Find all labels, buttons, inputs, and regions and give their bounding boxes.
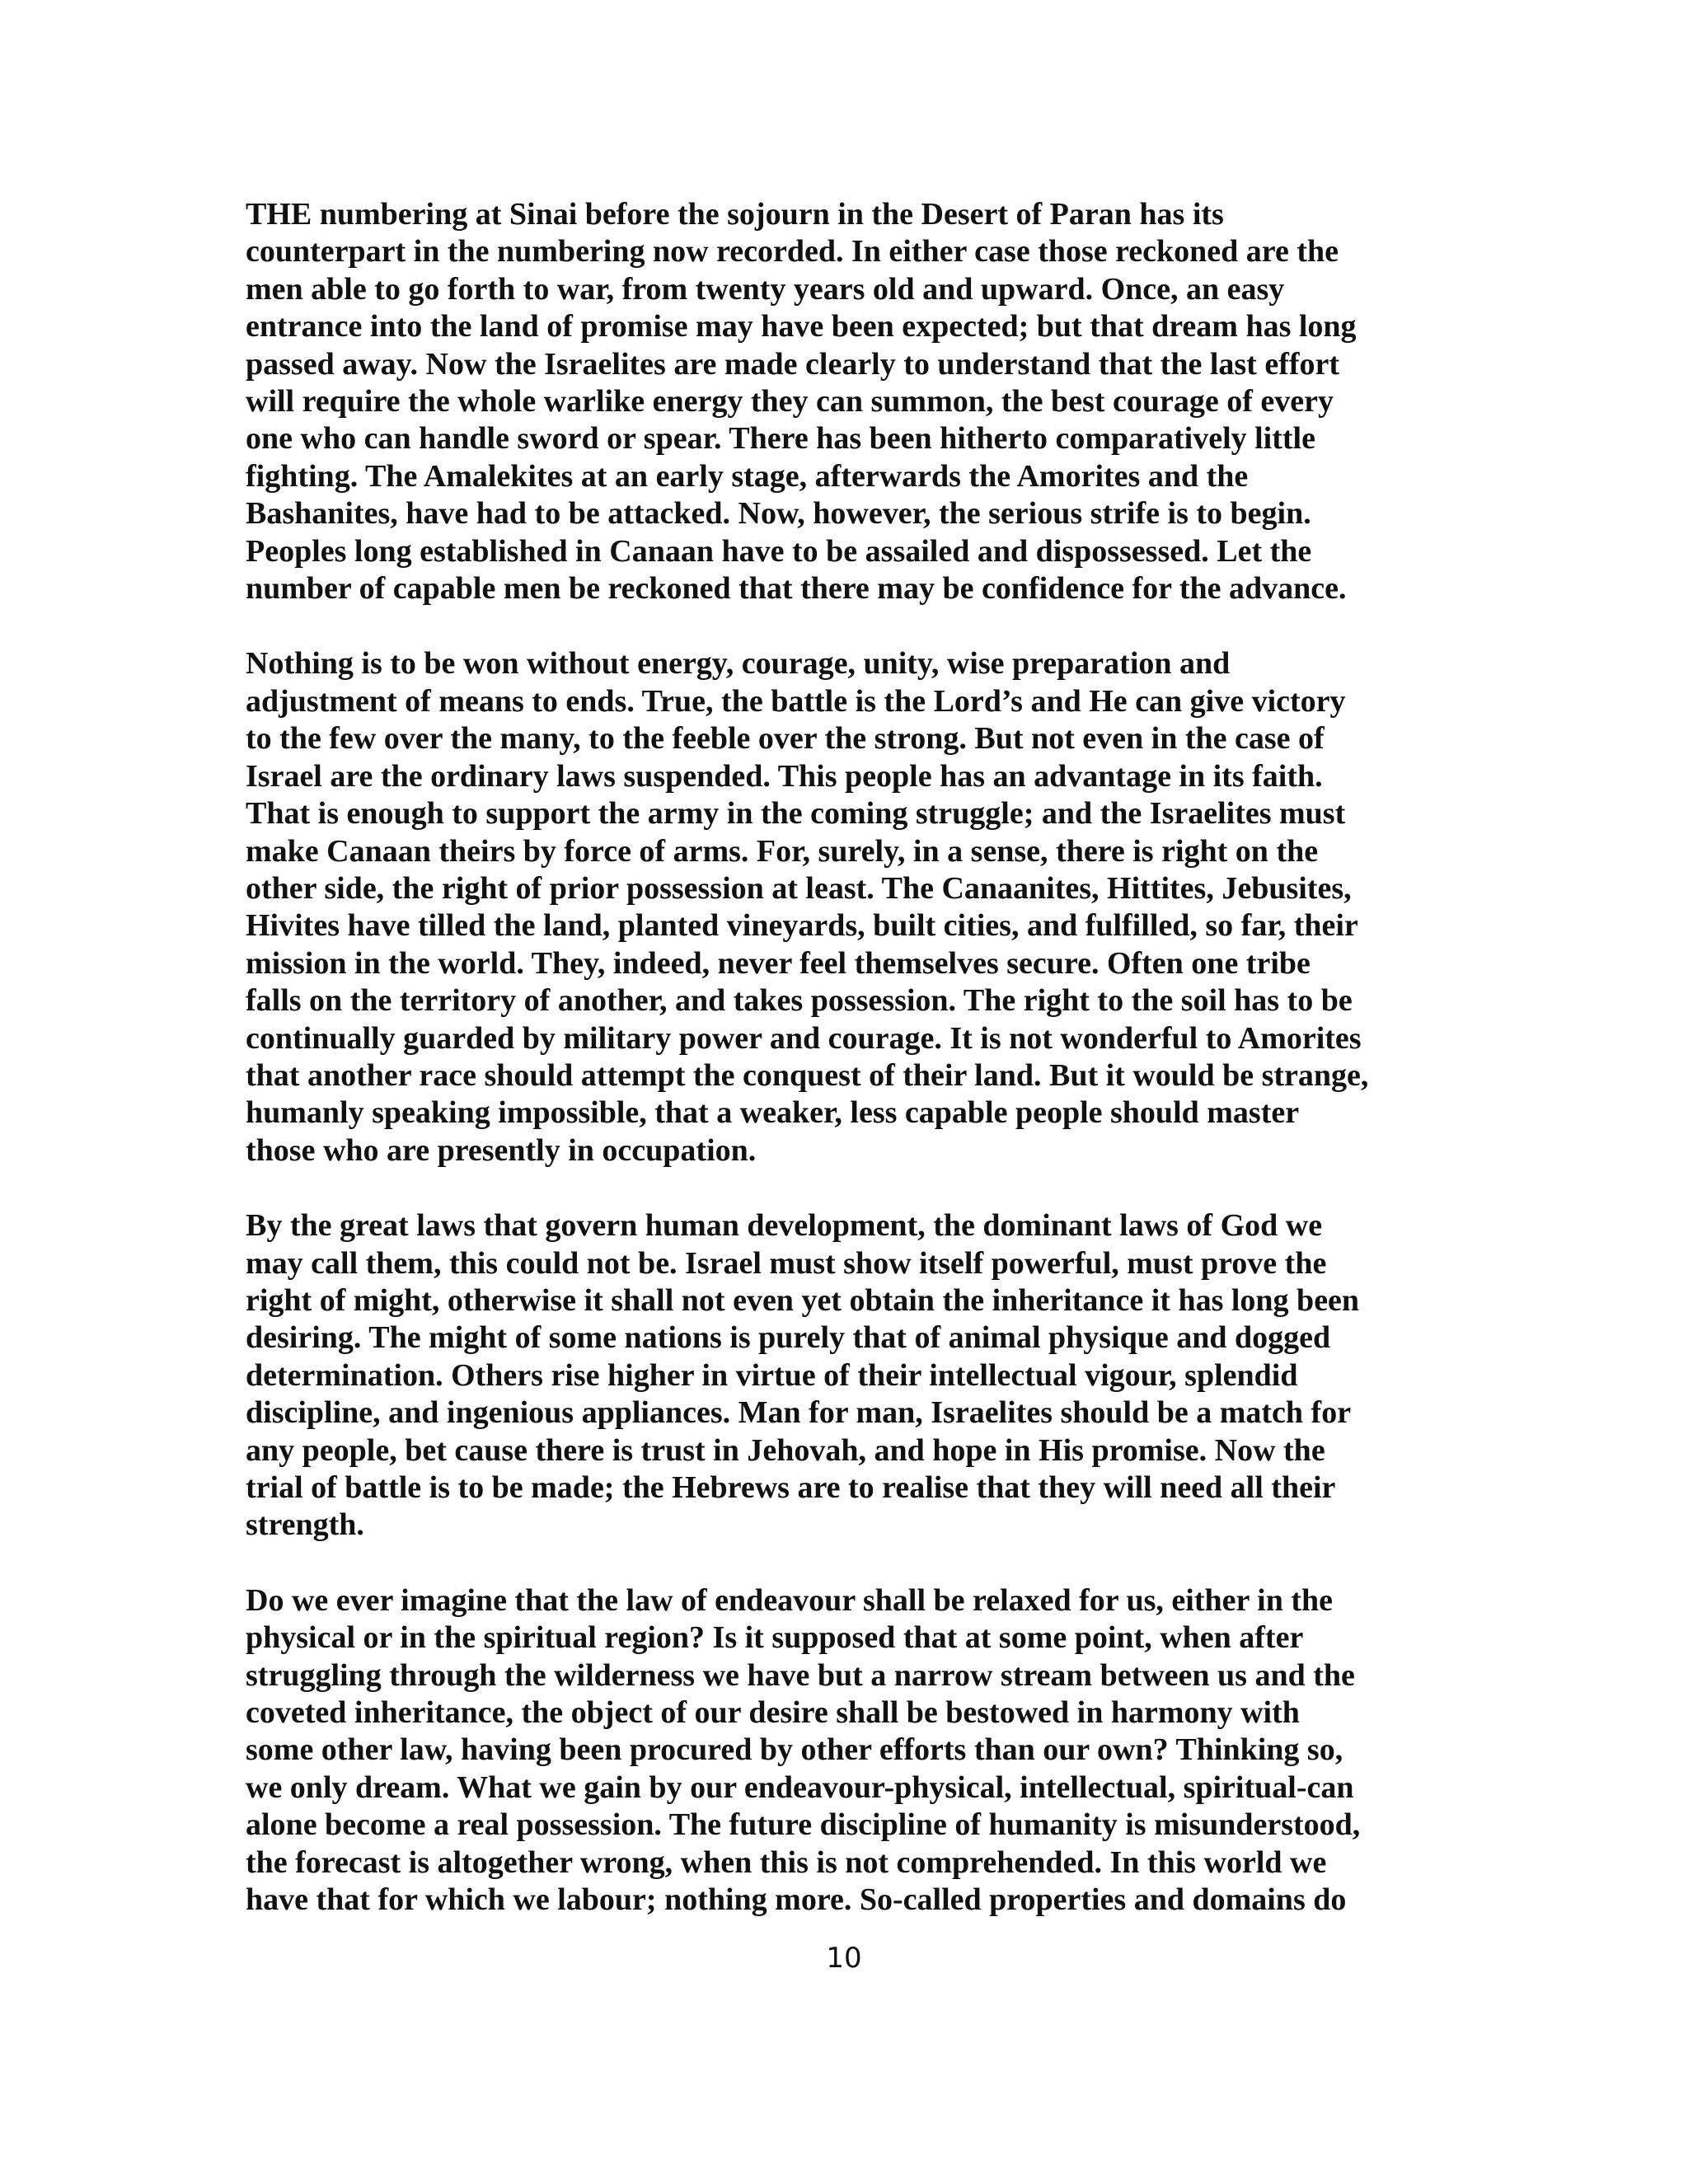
paragraph-4: Do we ever imagine that the law of endeavour shall be relaxed for us, either in the physical or in the spiritual region? Is it supposed that at some point, when after struggling through the wilderness we have but a narrow stream between us and the coveted inheritance, the object of our desire shall be bestowed in harmony with some other law, having been procured by other efforts than our own? Thinking so, we only dream. What we gain by our endeavour-physical, intellectual, spiritual-can alone become a real possession. The future discipline of humanity is misunderstood, the forecast is altogether wrong, when this is not comprehended. In this world we have that for which we labour; nothing more. So-called properties and domains do	[246, 1582, 1361, 1918]
paragraph-2: Nothing is to be won without energy, courage, unity, wise preparation and adjustment of means to ends. True, the battle is the Lord’s and He can give victory to the few over the many, to the feeble over the strong. But not even in the case of Israel are the ordinary laws suspended. This people has an advantage in its faith. That is enough to support the army in the coming struggle; and the Israelites must make Canaan theirs by force of arms. For, surely, in a sense, there is right on the other side, the right of prior possession at least. The Canaanites, Hittites, Jebusites, Hivites have tilled the land, planted vineyards, built cities, and fulfilled, so far, their mission in the world. They, indeed, never feel themselves secure. Often one tribe falls on the territory of another, and takes possession. The right to the soil has to be continually guarded by military power and courage. It is not wonderful to Amorites that another race should attempt the conquest of their land. But it would be strange, humanly speaking impossible, that a weaker, less capable people should master those who are presently in occupation.	[246, 646, 1369, 1168]
page-number: 10	[826, 1942, 862, 1975]
paragraph-3: By the great laws that govern human development, the dominant laws of God we may call them, this could not be. Israel must show itself powerful, must prove the right of might, otherwise it shall not even yet obtain the inheritance it has long been desiring. The might of some nations is purely that of animal physique and dogged determination. Others rise higher in virtue of their intellectual vigour, splendid discipline, and ingenious appliances. Man for man, Israelites should be a match for any people, bet cause there is trust in Jehovah, and hope in His promise. Now the trial of battle is to be made; the Hebrews are to realise that they will need all their strength.	[246, 1208, 1360, 1543]
body-text	[246, 196, 1441, 1957]
paragraph-1: THE numbering at Sinai before the sojourn in the Desert of Paran has its counterpart in the numbering now recorded. In either case those reckoned are the men able to go forth to war, from twenty years old and upward. Once, an easy entrance into the land of promise may have been expected; but that dream has long passed away. Now the Israelites are made clearly to understand that the last effort will require the whole warlike energy they can summon, the best courage of every one who can handle sword or spear. There has been hitherto comparatively little fighting. The Amalekites at an early stage, afterwards the Amorites and the Bashanites, have had to be attacked. Now, however, the serious strife is to begin. Peoples long established in Canaan have to be assailed and dispossessed. Let the number of capable men be reckoned that there may be confidence for the advance.	[246, 197, 1357, 607]
